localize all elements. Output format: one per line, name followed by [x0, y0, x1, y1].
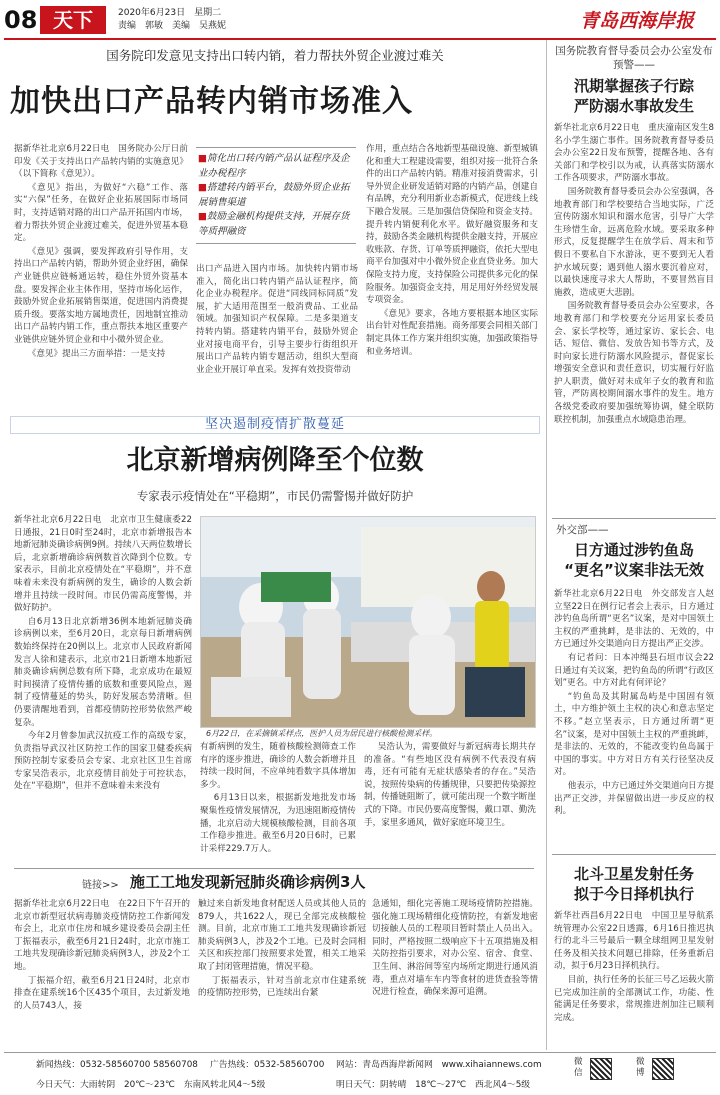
side2-para: 他表示，中方已通过外交渠道向日方提出严正交涉，并保留做出进一步反应的权利。	[554, 780, 714, 817]
covid-banner-text: 坚决遏制疫情扩散蔓延	[204, 417, 345, 432]
photo-caption: 6月22日，在采摘镇采样点，医护人员为居民进行核酸检测采样。	[206, 729, 438, 738]
sub-para: 急通知，细化完善施工现场疫情防控措施。强化施工现场精细化疫情防控，有新发地密切接触人员的工程项目暂时禁止人员出入。同时，严格按照二级响应下十五项措施及相关防控指引要求，对办公室、宿舍、食堂、卫生间、淋浴间等室内场所定期进行通风消毒，重点对墙车车内等食材的进货查验等情况进行检查，确保来源可追溯。	[372, 899, 538, 998]
side2-para: 新华社北京6月22日电 外交部发言人赵立坚22日在例行记者会上表示，日方通过涉钓鱼岛所谓“更名”议案，是对中国领土主权的严重挑衅，是非法的、无效的，中方已通过外交渠道向日方提出严正交涉。	[554, 589, 714, 650]
side1-para: 国务院教育督导委员会办公室要求，各地教育部门和学校要充分运用家长委员会、家长学校等，通过家访、家长会、电话、短信、微信、发放告知书等方式，及时向家长进行防溺水风险提示，督促家长增强安全意识和责任意识，切实履行好监护人职责，做好对未成年子女的教育和监管，严防离校期间溺水事件的发生。地方各级党委政府要加强统筹协调，健全联防联控机制，加强重点水域隐患治理。	[554, 301, 714, 425]
sub-para: 触过来自新发地食材配送人员或其他人员的879人，共1622人，现已全部完成核酸检测。目前，北京市施工工地共发现确诊新冠肺炎病例3人，涉及2个工地。已及时会同相关区和疾控部门按照要求处置，相关工地采取了封闭管理措施，情况平稳。	[198, 899, 366, 972]
side1-body	[554, 122, 714, 514]
section-tag: 天下	[40, 6, 106, 34]
bullet-item	[198, 181, 354, 210]
side2-headline: 日方通过涉钓鱼岛 “更名”议案非法无效	[564, 541, 704, 579]
side3-body	[554, 910, 714, 1048]
side2-para: “钓鱼岛及其附属岛屿是中国固有领土，中方维护领土主权的决心和意志坚定不移。”赵立坚表示，日方通过所谓“更名”议案，是对中国领土主权的严重挑衅，是非法的、无效的，不能改变钓鱼岛属于中国的事实。中方对日方有关行径坚决反对。	[554, 691, 714, 778]
wechat-label: 微信	[574, 1057, 583, 1078]
weibo-label: 微博	[636, 1057, 645, 1078]
covid-column-left	[14, 514, 192, 926]
sub-column-1	[14, 898, 190, 1048]
lead-para: 《意见》指出，为做好“六稳”工作、落实“六保”任务，在做好企业拓展国际市场同时，支持适销对路的出口产品开拓国内市场，着力帮扶外贸企业渡过难关，促进外贸基本稳定。	[14, 182, 188, 244]
bullet-item	[198, 152, 354, 181]
side1-headline: 汛期掌握孩子行踪 严防溺水事故发生	[573, 77, 694, 115]
side2-para: 有记者问：日本冲绳县石垣市议会22日通过有关议案，把钓鱼岛的所谓“行政区划”更名。中方对此有何评论？	[554, 652, 714, 689]
lead-column-2	[196, 263, 358, 423]
sub-story-headline: 施工工地发现新冠肺炎确诊病例3人	[130, 873, 366, 891]
side-divider	[552, 518, 716, 519]
covid-subhead: 专家表示疫情处在“平稳期”，市民仍需警惕并做好防护	[136, 489, 414, 503]
news-photo	[200, 516, 536, 728]
covid-banner	[10, 416, 540, 434]
bullet-item	[198, 210, 354, 239]
issue-date: 2020年6月23日 星期二	[118, 8, 222, 18]
lead-para: 据新华社北京6月22日电 国务院办公厅日前印发《关于支持出口产品转内销的实施意见》（以下简称《意见》）。	[14, 144, 188, 180]
side1-kicker: 国务院教育督导委员会办公室发布预警——	[555, 45, 713, 71]
bullet-icon: ■	[198, 182, 207, 193]
bullet-icon: ■	[198, 211, 207, 222]
sub-column-2	[198, 898, 366, 1048]
side1-para: 国务院教育督导委员会办公室强调，各地教育部门和学校要结合当地实际，广泛宣传防溺水知识和溺水危害，引导广大学生珍惜生命，远离危险水域。要采取多种形式，反复提醒学生在放学后、周末和节假日不要私自下水游泳，更不要到无人看护水域玩耍；遇到他人溺水要沉着应对，以最快速度寻求大人帮助，不要冒然盲目施救，造成更大悲剧。	[554, 186, 714, 298]
ad-hotline: 广告热线：0532-58560700	[210, 1060, 325, 1070]
link-label: 链接>>	[82, 880, 119, 891]
sub-para: 丁振福介绍，截至6月21日24时，北京市排查在建系统16个区435个项目，去过新发地的人员743人，接	[14, 975, 190, 1011]
bullet-text: 鼓励金融机构提供支持，开展存货等质押融资	[198, 211, 350, 237]
wechat-qr-icon	[590, 1058, 612, 1080]
bullet-text: 搭建转内销平台，鼓励外贸企业拓展销售渠道	[198, 182, 350, 208]
lead-kicker: 国务院印发意见支持出口转内销，着力帮扶外贸企业渡过难关	[106, 48, 444, 63]
lead-para: 出口产品进入国内市场。加快转内销市场准入，简化出口转内销产品认证程序，简化企业办税程序。促进“同线同标同质”发展，扩大适用范围至一般消费品、工业品领域。加强知识产权保障。二是多渠道支持转内销。搭建转内销平台，鼓励外贸企业对接电商平台，引导主要步行街组织开展出口产品转内销专题活动，组织大型商业企业开展订单直采。发挥有效投资带动	[196, 264, 358, 375]
paper-logo: 青岛西海岸报	[580, 10, 695, 32]
lead-column-3	[366, 143, 538, 393]
covid-headline: 北京新增病例降至个位数	[126, 445, 424, 476]
sub-column-3	[372, 898, 538, 1048]
side3-headline: 北斗卫星发射任务 拟于今日择机执行	[573, 865, 694, 903]
masthead-rule	[4, 38, 716, 40]
lead-para: 《意见》强调，要发挥政府引导作用，支持出口产品转内销，帮助外贸企业纾困，确保产业链供应链畅通运转，稳住外贸外资基本盘。要发挥企业主体作用，坚持市场化运作，鼓励外贸企业拓展销售渠道，促进国内消费提质升级。要落实地方属地责任，因地制宜推动出口产品转内销工作，重点帮扶本地区重要产业链供应链外贸企业和中小微外贸企业。	[14, 246, 188, 345]
weibo-qr-icon	[652, 1058, 674, 1080]
lead-para: 《意见》提出三方面举措：一是支持	[27, 348, 166, 359]
lead-para: 作用，重点结合各地新型基础设施、新型城镇化和重大工程建设需要，组织对接一批符合条件的出口产品转内销。精准对接消费需求，引导外贸企业研发适销对路的内销产品，创建自有品牌，充分利用新业态新模式，促进线上线下融合发展。三是加强信贷保险和资金支持。提升转内销便利化水平。做好融资服务和支持，鼓励各类金融机构提供金融支持，开展应收账款、存货、订单等质押融资，依托大型电商平台加强对中小微外贸企业直贷业务。加大保险支持力度，支持保险公司提供多元化的保险服务。加强资金支持，用足用好外经贸发展专项资金。	[366, 144, 538, 306]
bullet-text: 简化出口转内销产品认证程序及企业办税程序	[198, 153, 350, 179]
side2-body	[554, 588, 714, 850]
weather-today: 今日天气：大雨转阴 20℃～23℃ 东南风转北风4～5级	[36, 1080, 266, 1090]
testing-site-illustration	[201, 517, 536, 728]
editors-line: 责编 郭敏 美编 吴燕妮	[118, 21, 227, 31]
side2-kicker: 外交部——	[556, 524, 609, 536]
issue-meta	[118, 7, 226, 33]
side3-para: 新华社西昌6月22日电 中国卫星导航系统管理办公室22日透露，6月16日推迟执行的北斗三号最后一颗全球组网卫星发射任务及相关技术问题已排除，任务重新启动，拟于6月23日择机执行。	[554, 911, 714, 972]
covid-para: 今年2月曾参加武汉抗疫工作的高级专家，负责指导武汉社区防控工作的国家卫健委疾病预防控制专家委员会专家、北京社区卫生首席专家吴浩表示，北京疫情目前处于可控状态，处在“平稳期”，但并不意味着未来没有	[14, 731, 192, 792]
covid-para: 新华社北京6月22日电 北京市卫生健康委22日通报，21日0时至24时，北京市新增报告本地新冠肺炎确诊病例9例。持续八天两位数增长后，北京新增确诊病例数首次降到个位数。专家表示，目前北京疫情处在“平稳期”，并不意味着未来没有新病例的发生，确诊的人数会新增并且持续一段时间。市民仍需高度警惕，并做好防护。	[14, 515, 192, 614]
weather-tomorrow: 明日天气：阴转晴 18℃～27℃ 西北风4～5级	[336, 1080, 531, 1090]
sub-story-rule	[14, 868, 534, 869]
lead-para: 《意见》要求，各地方要根据本地区实际出台针对性配套措施。商务部要会同相关部门制定具体工作方案并组织实施，加强政策指导和业务培训。	[366, 308, 538, 357]
side3-para: 目前，执行任务的长征三号乙运载火箭已完成加注前的全部测试工作，功能、性能满足任务要求，常规推进剂加注已顺利完成。	[554, 974, 714, 1023]
website: 网站：青岛西海岸新闻网 www.xihaiannews.com	[336, 1060, 542, 1070]
side-divider	[552, 854, 716, 855]
news-hotline: 新闻热线：0532-58560700 58560708	[36, 1060, 198, 1070]
sub-para: 据新华社北京6月22日电 在22日下午召开的北京市新型冠状病毒肺炎疫情防控工作新闻发布会上，北京市住房和城乡建设委员会副主任丁振福表示，截至6月21日24时，北京市施工工地共发现确诊新冠肺炎病例3人，涉及2个工地。	[14, 899, 190, 972]
column-divider	[546, 40, 547, 1050]
lead-bullets	[196, 147, 356, 244]
covid-para: 吴浩认为，需要做好与新冠病毒长期共存的准备。“有些地区没有病例不代表没有病毒，还有可能有无症状感染者的存在。”吴浩说，按照传染病的传播规律，只要把传染源控制，传播链阻断了，就可能出现一个数字断崖式的下降。市民仍要高度警惕，戴口罩、勤洗手，家里多通风，做好家庭环境卫生。	[364, 742, 536, 828]
footer-rule	[4, 1052, 716, 1053]
covid-para: 有新病例的发生，随着核酸检测筛查工作有序的逐步推进，确诊的人数会新增并且持续一段时间，不应单纯看数字具体增加多少。	[200, 742, 356, 790]
side1-para: 新华社北京6月22日电 重庆潼南区发生8名小学生溺亡事件。国务院教育督导委员会办公室22日发布预警，提醒各地、各有关部门和学校引以为戒，认真落实防溺水工作各项要求，严防溺水事故。	[554, 123, 714, 184]
lead-headline: 加快出口产品转内销市场准入	[10, 84, 413, 119]
bullet-icon: ■	[198, 153, 207, 164]
sub-para: 丁振福表示，针对当前北京市住建系统的疫情防控形势，已连续出台紧	[198, 975, 366, 999]
covid-para: 6月13日以来，根据新发地批发市场聚集性疫情发展情况，为迅速阻断疫情传播，北京启动大规模核酸检测，目前各项工作稳步推进。截至6月20日6时，已累计采样229.7万人。	[200, 793, 356, 854]
page-number: 08	[4, 6, 38, 34]
covid-para: 自6月13日北京新增36例本地新冠肺炎确诊病例以来，至6月20日，北京每日新增病例数始终保持在20例以上。北京市人民政府新闻发言人徐和建表示，北京市21日新增本地新冠肺炎确诊病例总数有所下降，北京成功在最短时间摸清了疫情传播的底数和重要风险点，遏制了疫情蔓延的势头，防好发展态势清晰。但仍要清醒地看到，首都疫情防控形势依然严峻复杂。	[14, 616, 192, 728]
